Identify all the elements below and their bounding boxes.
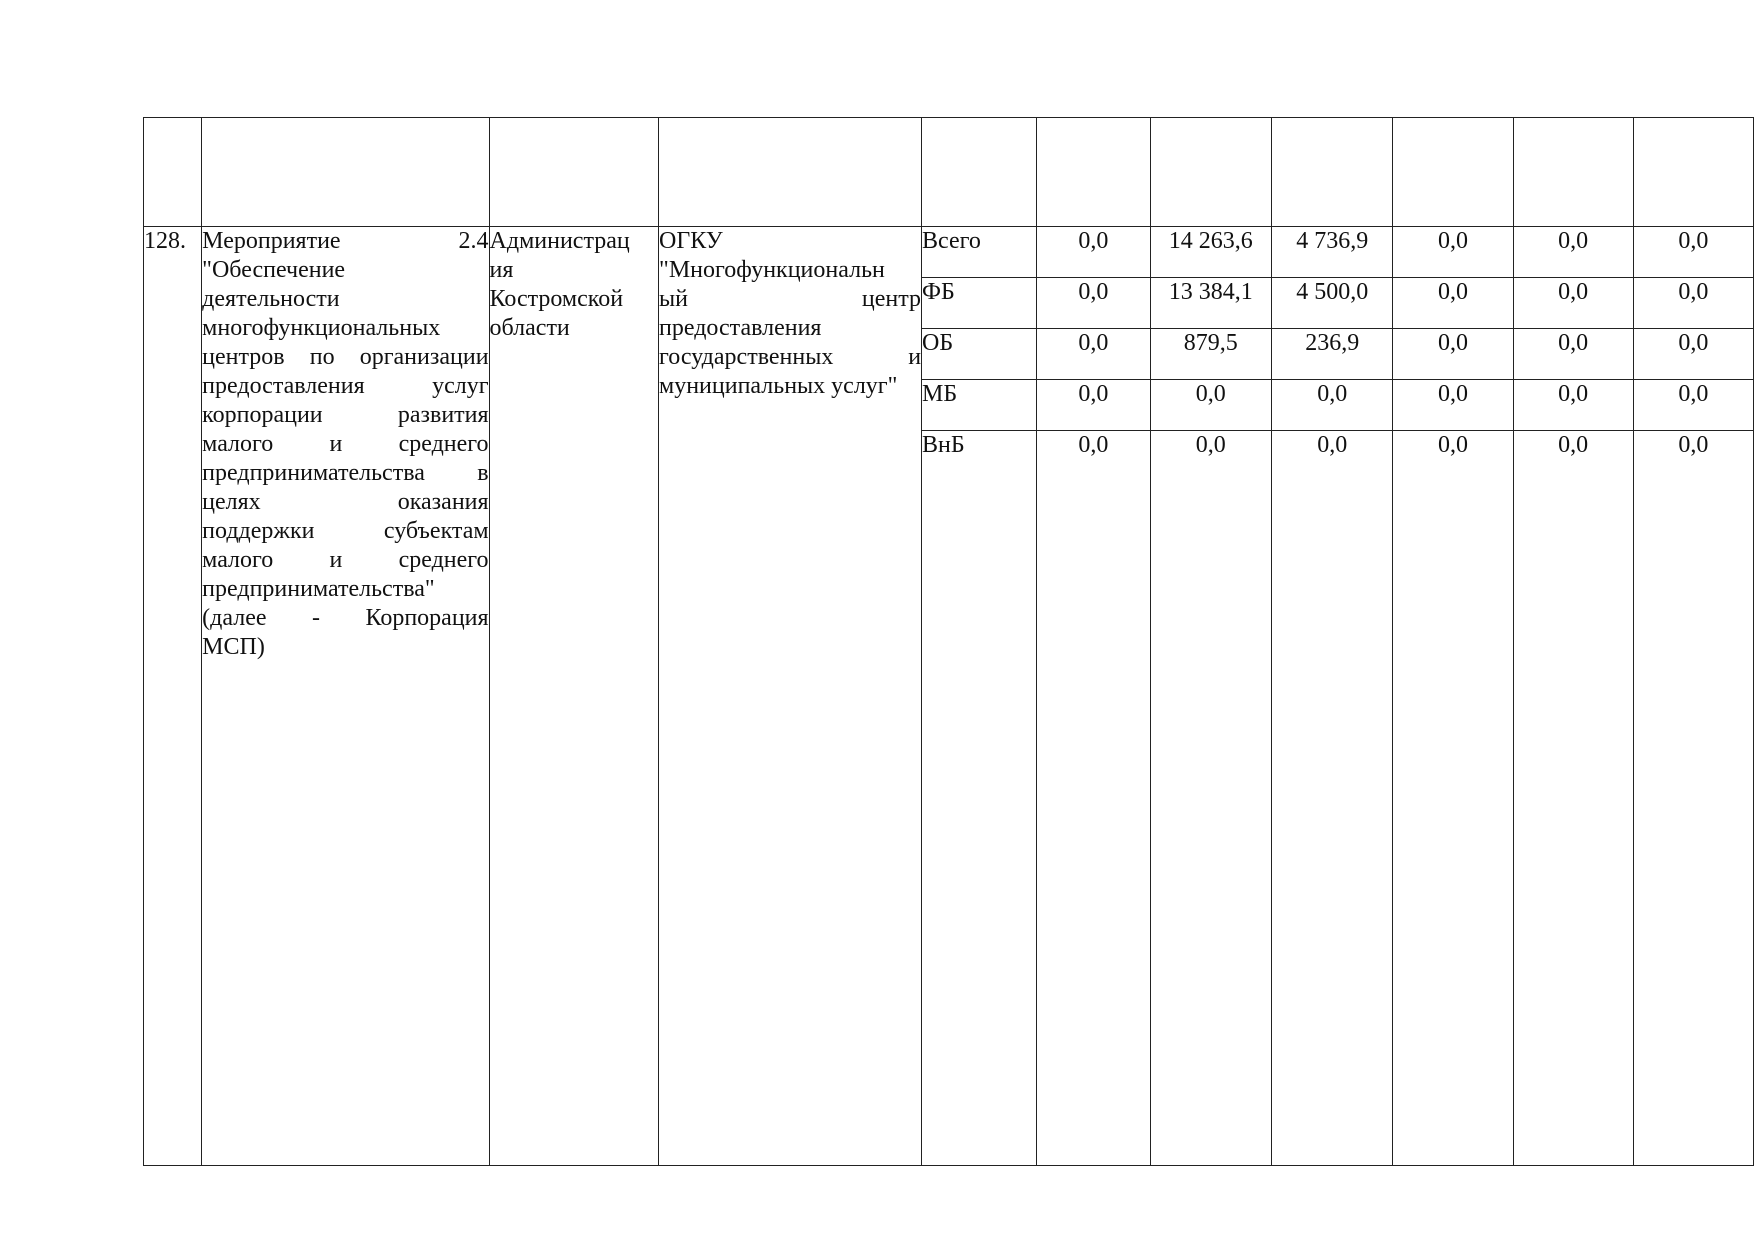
funding-source: ВнБ: [922, 431, 1037, 1166]
funding-value: 0,0: [1633, 431, 1753, 1166]
header-cell: [144, 118, 202, 227]
event-name-line: предоставления услуг: [202, 373, 489, 399]
funding-value: 13 384,1: [1150, 278, 1271, 329]
event-name-line: деятельности: [202, 286, 340, 312]
event-name-line: целях оказания: [202, 489, 489, 515]
event-name-line: малого и среднего: [202, 547, 489, 573]
funding-value: 0,0: [1037, 329, 1151, 380]
funding-value: 0,0: [1272, 380, 1393, 431]
table-header-blank-row: [144, 118, 1754, 227]
funding-value: 0,0: [1513, 278, 1633, 329]
funding-value: 0,0: [1272, 431, 1393, 1166]
funding-value: 0,0: [1037, 278, 1151, 329]
executor-line: ия: [489, 257, 514, 283]
funding-value: 236,9: [1272, 329, 1393, 380]
funding-value: 0,0: [1393, 329, 1513, 380]
executor-cell: [489, 227, 658, 1166]
funding-value: 0,0: [1633, 380, 1753, 431]
funding-value: 0,0: [1037, 431, 1151, 1166]
funding-value: 0,0: [1513, 431, 1633, 1166]
header-cell: [1513, 118, 1633, 227]
participant-line: предоставления: [659, 315, 822, 341]
funding-value: 0,0: [1513, 380, 1633, 431]
header-cell: [1272, 118, 1393, 227]
funding-value: 0,0: [1633, 278, 1753, 329]
participant-line: ОГКУ: [659, 228, 723, 254]
budget-table: [143, 117, 1754, 1166]
funding-value: 0,0: [1150, 431, 1271, 1166]
funding-value: 0,0: [1037, 380, 1151, 431]
header-cell: [922, 118, 1037, 227]
funding-value: 0,0: [1393, 431, 1513, 1166]
header-cell: [489, 118, 658, 227]
event-name-line: "Обеспечение: [202, 257, 346, 283]
executor-line: области: [489, 315, 570, 341]
header-cell: [1633, 118, 1753, 227]
funding-source: ФБ: [922, 278, 1037, 329]
funding-source: МБ: [922, 380, 1037, 431]
event-name-line: поддержки субъектам: [202, 518, 489, 544]
participant-cell: [659, 227, 922, 1166]
event-name-line: малого и среднего: [202, 431, 489, 457]
event-name-line: (далее - Корпорация: [202, 605, 489, 631]
row-number: 128.: [144, 227, 202, 1166]
event-name-line: Мероприятие 2.4: [202, 228, 489, 254]
event-name-line: корпорации развития: [202, 402, 489, 428]
funding-value: 0,0: [1150, 380, 1271, 431]
funding-value: 14 263,6: [1150, 227, 1271, 278]
event-name-line: многофункциональных: [202, 315, 441, 341]
event-name-line: предпринимательства в: [202, 460, 489, 486]
participant-line: муниципальных услуг": [659, 373, 898, 399]
funding-value: 4 736,9: [1272, 227, 1393, 278]
funding-value: 0,0: [1037, 227, 1151, 278]
participant-line: государственных и: [659, 344, 922, 370]
header-cell: [1393, 118, 1513, 227]
funding-value: 0,0: [1393, 380, 1513, 431]
event-name-cell: [202, 227, 489, 1166]
executor-line: Костромской: [489, 286, 624, 312]
funding-value: 0,0: [1393, 278, 1513, 329]
funding-value: 0,0: [1393, 227, 1513, 278]
funding-value: 0,0: [1513, 329, 1633, 380]
funding-value: 0,0: [1633, 227, 1753, 278]
participant-line: ый центр: [659, 286, 922, 312]
header-cell: [659, 118, 922, 227]
executor-line: Администрац: [489, 228, 630, 254]
event-name-line: предпринимательства": [202, 576, 435, 602]
funding-source: Всего: [922, 227, 1037, 278]
header-cell: [202, 118, 489, 227]
funding-value: 0,0: [1513, 227, 1633, 278]
funding-value: 4 500,0: [1272, 278, 1393, 329]
funding-row: [144, 227, 1754, 278]
header-cell: [1037, 118, 1151, 227]
header-cell: [1150, 118, 1271, 227]
funding-value: 879,5: [1150, 329, 1271, 380]
funding-value: 0,0: [1633, 329, 1753, 380]
participant-line: "Многофункциональн: [659, 257, 885, 283]
funding-source: ОБ: [922, 329, 1037, 380]
event-name-line: центров по организации: [202, 344, 489, 370]
event-name-line: МСП): [202, 634, 265, 660]
